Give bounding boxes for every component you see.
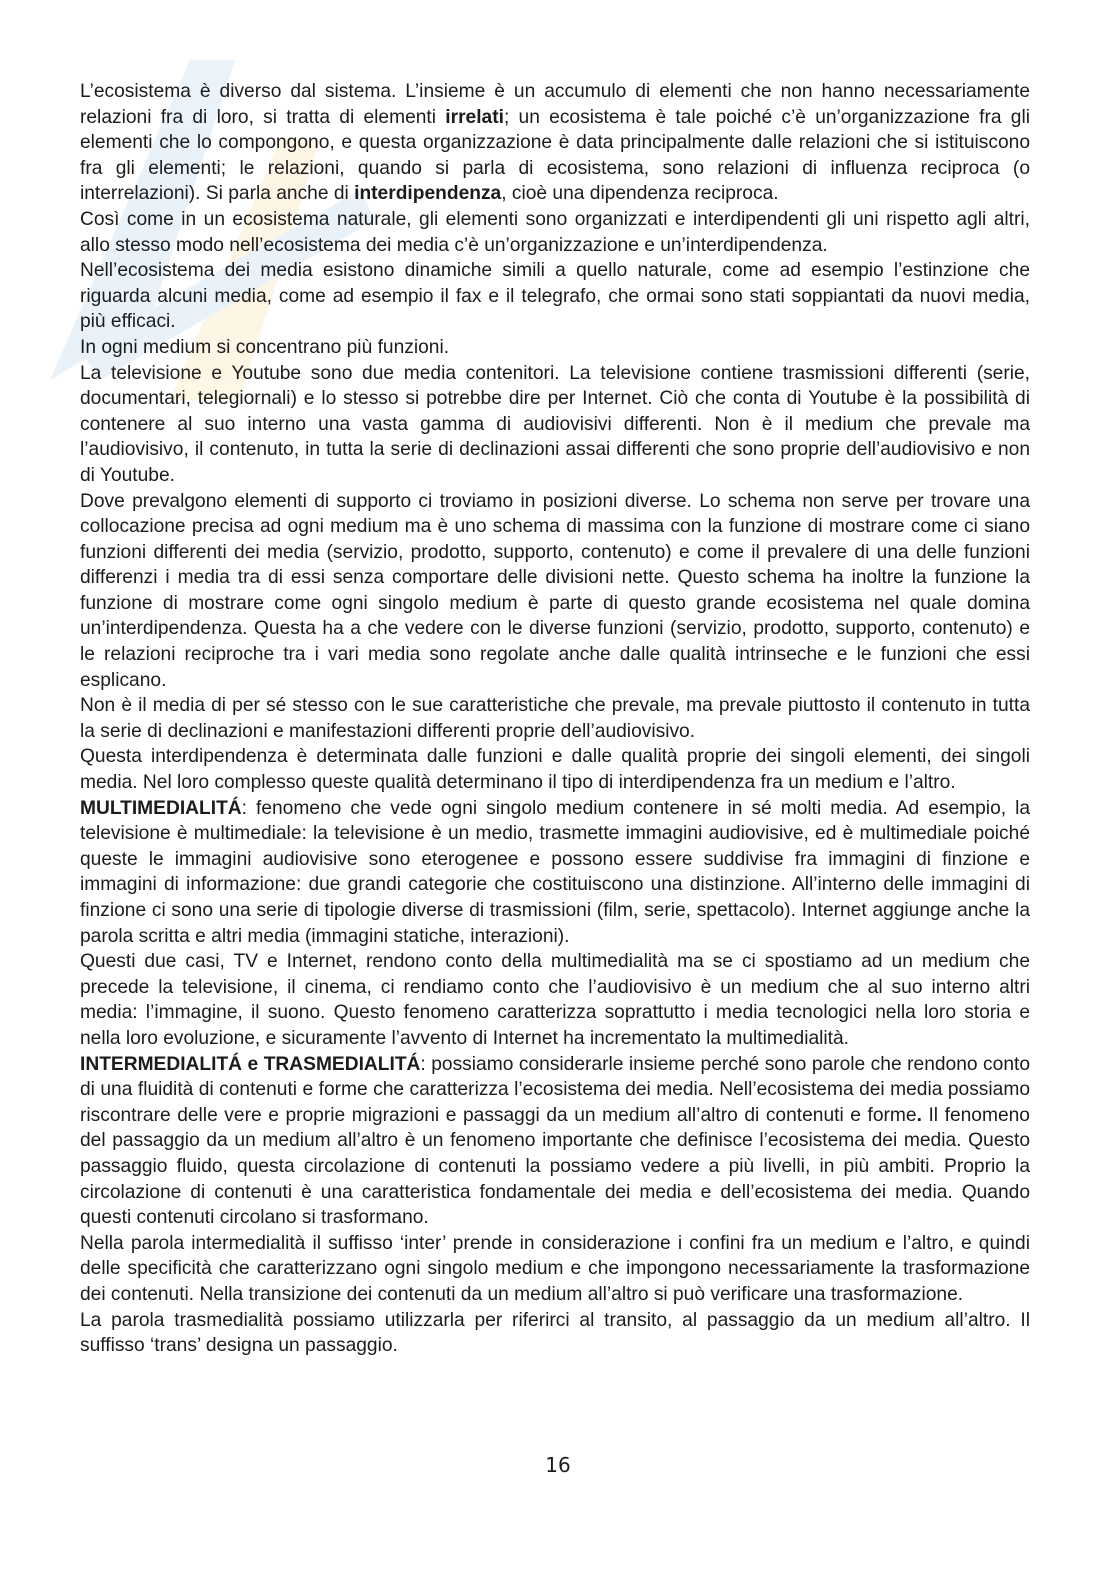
bold-text: . — [916, 1104, 922, 1126]
paragraph — [80, 796, 1030, 950]
text-run: : possiamo considerarle insieme perché sono parole che rendono conto di una fluidità di contenuti e forme che caratterizza l’ecosistema dei media. Nell’ecosistema dei media possiamo riscontrare delle vere e proprie migrazioni e passaggi da un medium all’altro di contenuti e forme — [80, 1053, 1030, 1126]
paragraph — [80, 949, 1030, 1051]
text-run: La televisione e Youtube sono due media contenitori. La televisione contiene trasmissioni differenti (serie, documentari, telegiornali) e lo stesso si potrebbe dire per Internet. Ciò che conta di Youtube è la possibilità di contenere al suo interno una vasta gamma di audiovisivi differenti. Non è il medium che prevale ma l’audiovisivo, il contenuto, in tutta la serie di declinazioni assai differenti che sono proprie dell’audiovisivo e non di Youtube. — [80, 362, 1030, 486]
text-run: Il fenomeno del passaggio da un medium all’altro è un fenomeno importante che definisce l’ecosistema dei media. Questo passaggio fluido, questa circolazione di contenuti la possiamo vedere a più livelli, in più ambiti. Proprio la circolazione di contenuti è una caratteristica fondamentale dei media e dell’ecosistema dei media. Quando questi contenuti circolano si trasformano. — [80, 1104, 1030, 1229]
text-run: Nell’ecosistema dei media esistono dinamiche simili a quello naturale, come ad esempio l’estinzione che riguarda alcuni media, come ad esempio il fax e il telegrafo, che ormai sono stati soppiantati da nuovi media, più efficaci. — [80, 260, 1030, 333]
paragraph — [80, 258, 1030, 335]
text-run: : fenomeno che vede ogni singolo medium contenere in sé molti media. Ad esempio, la televisione è multimediale: la televisione è un medio, trasmette immagini audiovisive, ed è multimediale poiché queste le immagini audiovisive sono eterogenee e possono essere suddivise fra immagini di finzione e immagini di informazione: due grandi categorie che costituiscono una distinzione. All’interno delle immagini di finzione ci sono una serie di tipologie diverse di trasmissioni (film, serie, spettacolo). Internet aggiunge anche la parola scritta e altri media (immagini statiche, interazioni). — [80, 797, 1030, 947]
paragraph — [80, 1231, 1030, 1308]
text-run: Questa interdipendenza è determinata dalle funzioni e dalle qualità proprie dei singoli elementi, dei singoli media. Nel loro complesso queste qualità determinano il tipo di interdipendenza fra un medium e l’altro. — [80, 746, 1030, 794]
text-run: L’ecosistema è diverso dal sistema. L’insieme è un accumulo di elementi che non hanno necessariamente relazioni fra di loro, si tratta di elementi — [80, 81, 1030, 128]
paragraph — [80, 79, 1030, 207]
text-run: Così come in un ecosistema naturale, gli elementi sono organizzati e interdipendenti gli uni rispetto agli altri, allo stesso modo nell’ecosistema dei media c’è un’organizzazione e un’interdipendenza. — [80, 208, 1030, 256]
text-run: ; un ecosistema è tale poiché c’è un’organizzazione fra gli elementi che lo compongono, e questa organizzazione è data principalmente dalle relazioni che si istituiscono fra gli elementi; le relazioni, quando si parla di ecosistema, sono relazioni di influenza reciproca (o interrelazioni). Si parla anche di — [80, 106, 1030, 205]
bold-text: irrelati — [445, 106, 504, 128]
text-run: Dove prevalgono elementi di supporto ci troviamo in posizioni diverse. Lo schema non serve per trovare una collocazione precisa ad ogni medium ma è uno schema di massima con la funzione di mostrare come ci siano funzioni differenti dei media (servizio, prodotto, supporto, contenuto) e come il prevalere di una delle funzioni differenzi i media tra di essi senza comportare delle divisioni nette. Questo schema ha inoltre la funzione la funzione di mostrare come ogni singolo medium è parte di questo grande ecosistema nel quale domina un’interdipendenza. Questa ha a che vedere con le diverse funzioni (servizio, prodotto, supporto, contenuto) e le relazioni reciproche tra i vari media sono regolate anche dalle qualità intrinseche e le funzioni che essi esplicano. — [80, 490, 1030, 691]
paragraph — [80, 361, 1030, 489]
paragraph — [80, 1052, 1030, 1231]
paragraph — [80, 744, 1030, 795]
paragraph — [80, 207, 1030, 258]
document-body — [80, 79, 1030, 1359]
text-run: Questi due casi, TV e Internet, rendono conto della multimedialità ma se ci spostiamo ad un medium che precede la televisione, il cinema, ci rendiamo conto che l’audiovisivo è un medium che al suo interno altri media: l’immagine, il suono. Questo fenomeno caratterizza soprattutto i media tecnologici nella loro storia e nella loro evoluzione, e sicuramente l’avvento di Internet ha incrementato la multimedialità. — [80, 951, 1030, 1049]
page-number: 16 — [545, 1453, 571, 1477]
text-run: Nella parola intermedialità il suffisso ‘inter’ prende in considerazione i confini fra un medium e l’altro, e quindi delle specificità che caratterizzano ogni singolo medium e che impongono necessariamente la trasformazione dei contenuti. Nella transizione dei contenuti da un medium all’altro si può verificare una trasformazione. — [80, 1232, 1030, 1305]
text-run: , cioè una dipendenza reciproca. — [501, 183, 779, 205]
paragraph — [80, 489, 1030, 694]
text-run: Non è il media di per sé stesso con le sue caratteristiche che prevale, ma prevale piuttosto il contenuto in tutta la serie di declinazioni e manifestazioni differenti proprie dell’audiovisivo. — [80, 695, 1030, 742]
paragraph — [80, 1308, 1030, 1359]
paragraph — [80, 693, 1030, 744]
paragraph — [80, 335, 1030, 361]
text-run: In ogni medium si concentrano più funzioni. — [80, 336, 450, 358]
bold-text: interdipendenza — [354, 183, 502, 205]
bold-text: INTERMEDIALITÁ e TRASMEDIALITÁ — [80, 1053, 421, 1075]
bold-text: MULTIMEDIALITÁ — [80, 797, 242, 819]
text-run: La parola trasmedialità possiamo utilizzarla per riferirci al transito, al passaggio da un medium all’altro. Il suffisso ‘trans’ designa un passaggio. — [80, 1309, 1030, 1357]
